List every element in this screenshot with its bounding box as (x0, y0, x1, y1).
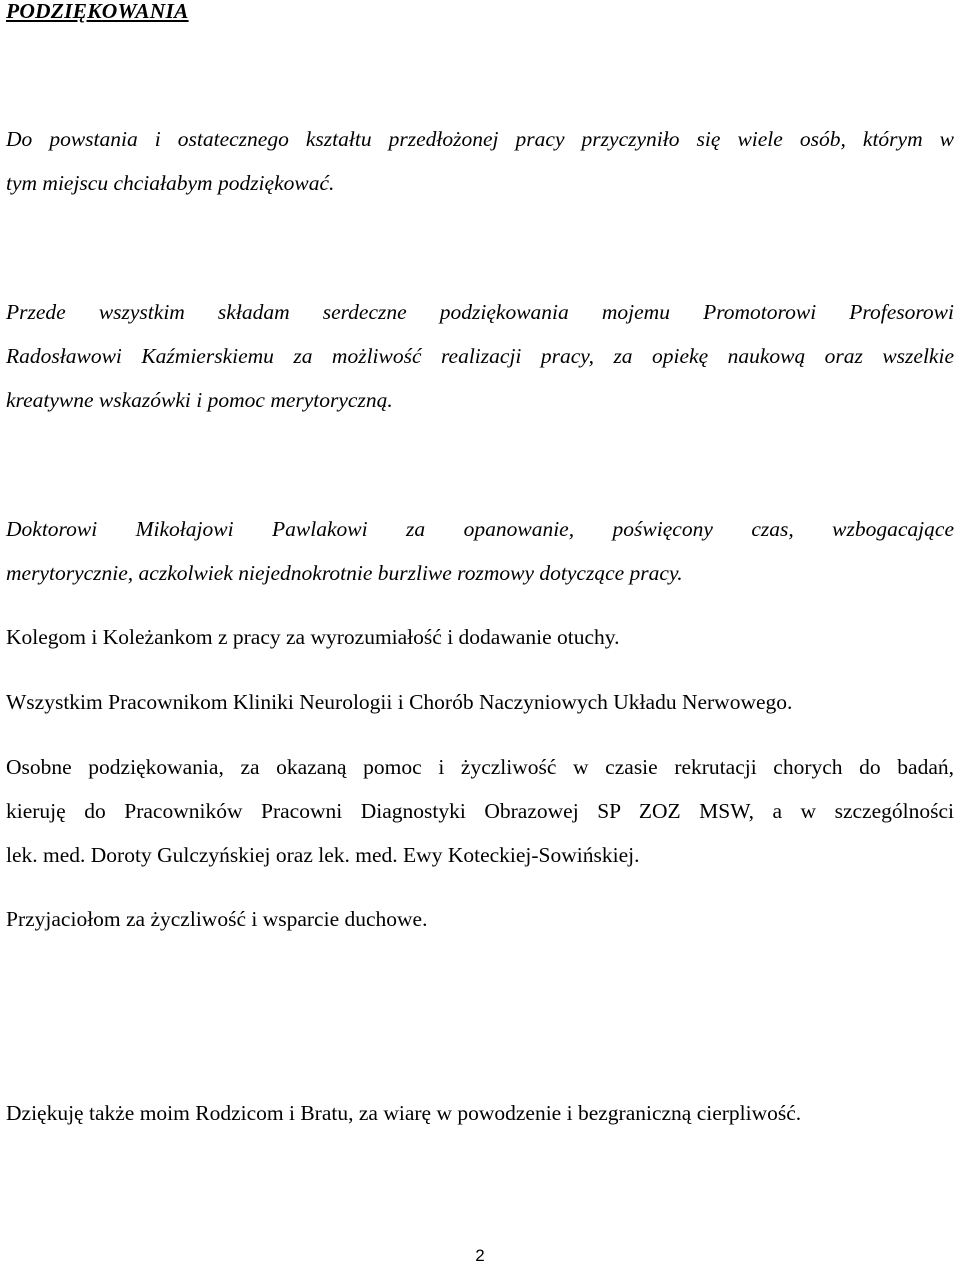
intro-line-2: tym miejscu chciałabym podziękować. (6, 171, 335, 195)
page-number: 2 (475, 1246, 485, 1265)
doktor-line-1: Doktorowi Mikołajowi Pawlakowi za opanowanie, poświęcony czas, wzbogacające (6, 517, 954, 541)
doktor-line-2: merytorycznie, aczkolwiek niejednokrotnie burzliwe rozmowy dotyczące pracy. (6, 561, 683, 585)
promotor-line-2: Radosławowi Kaźmierskiemu za możliwość realizacji pracy, za opiekę naukową oraz wszelkie (6, 344, 954, 368)
promotor-line-3: kreatywne wskazówki i pomoc merytoryczną. (6, 388, 393, 412)
przyjaciele-line: Przyjaciołom za życzliwość i wsparcie duchowe. (6, 907, 428, 931)
page-title: PODZIĘKOWANIA (6, 0, 189, 23)
koledzy-line: Kolegom i Koleżankom z pracy za wyrozumiałość i dodawanie otuchy. (6, 625, 620, 649)
promotor-line-1: Przede wszystkim składam serdeczne podziękowania mojemu Promotorowi Profesorowi (6, 300, 954, 324)
pracownicy-line: Wszystkim Pracownikom Kliniki Neurologii i Chorób Naczyniowych Układu Nerwowego. (6, 690, 793, 714)
intro-line-1: Do powstania i ostatecznego kształtu przedłożonej pracy przyczyniło się wiele osób, którym w (6, 127, 954, 151)
osobne-line-1: Osobne podziękowania, za okazaną pomoc i życzliwość w czasie rekrutacji chorych do badań, (6, 755, 954, 779)
osobne-line-3: lek. med. Doroty Gulczyńskiej oraz lek. med. Ewy Koteckiej-Sowińskiej. (6, 843, 640, 867)
rodzina-line: Dziękuję także moim Rodzicom i Bratu, za wiarę w powodzenie i bezgraniczną cierpliwość. (6, 1101, 802, 1125)
osobne-line-2: kieruję do Pracowników Pracowni Diagnostyki Obrazowej SP ZOZ MSW, a w szczególności (6, 799, 954, 823)
